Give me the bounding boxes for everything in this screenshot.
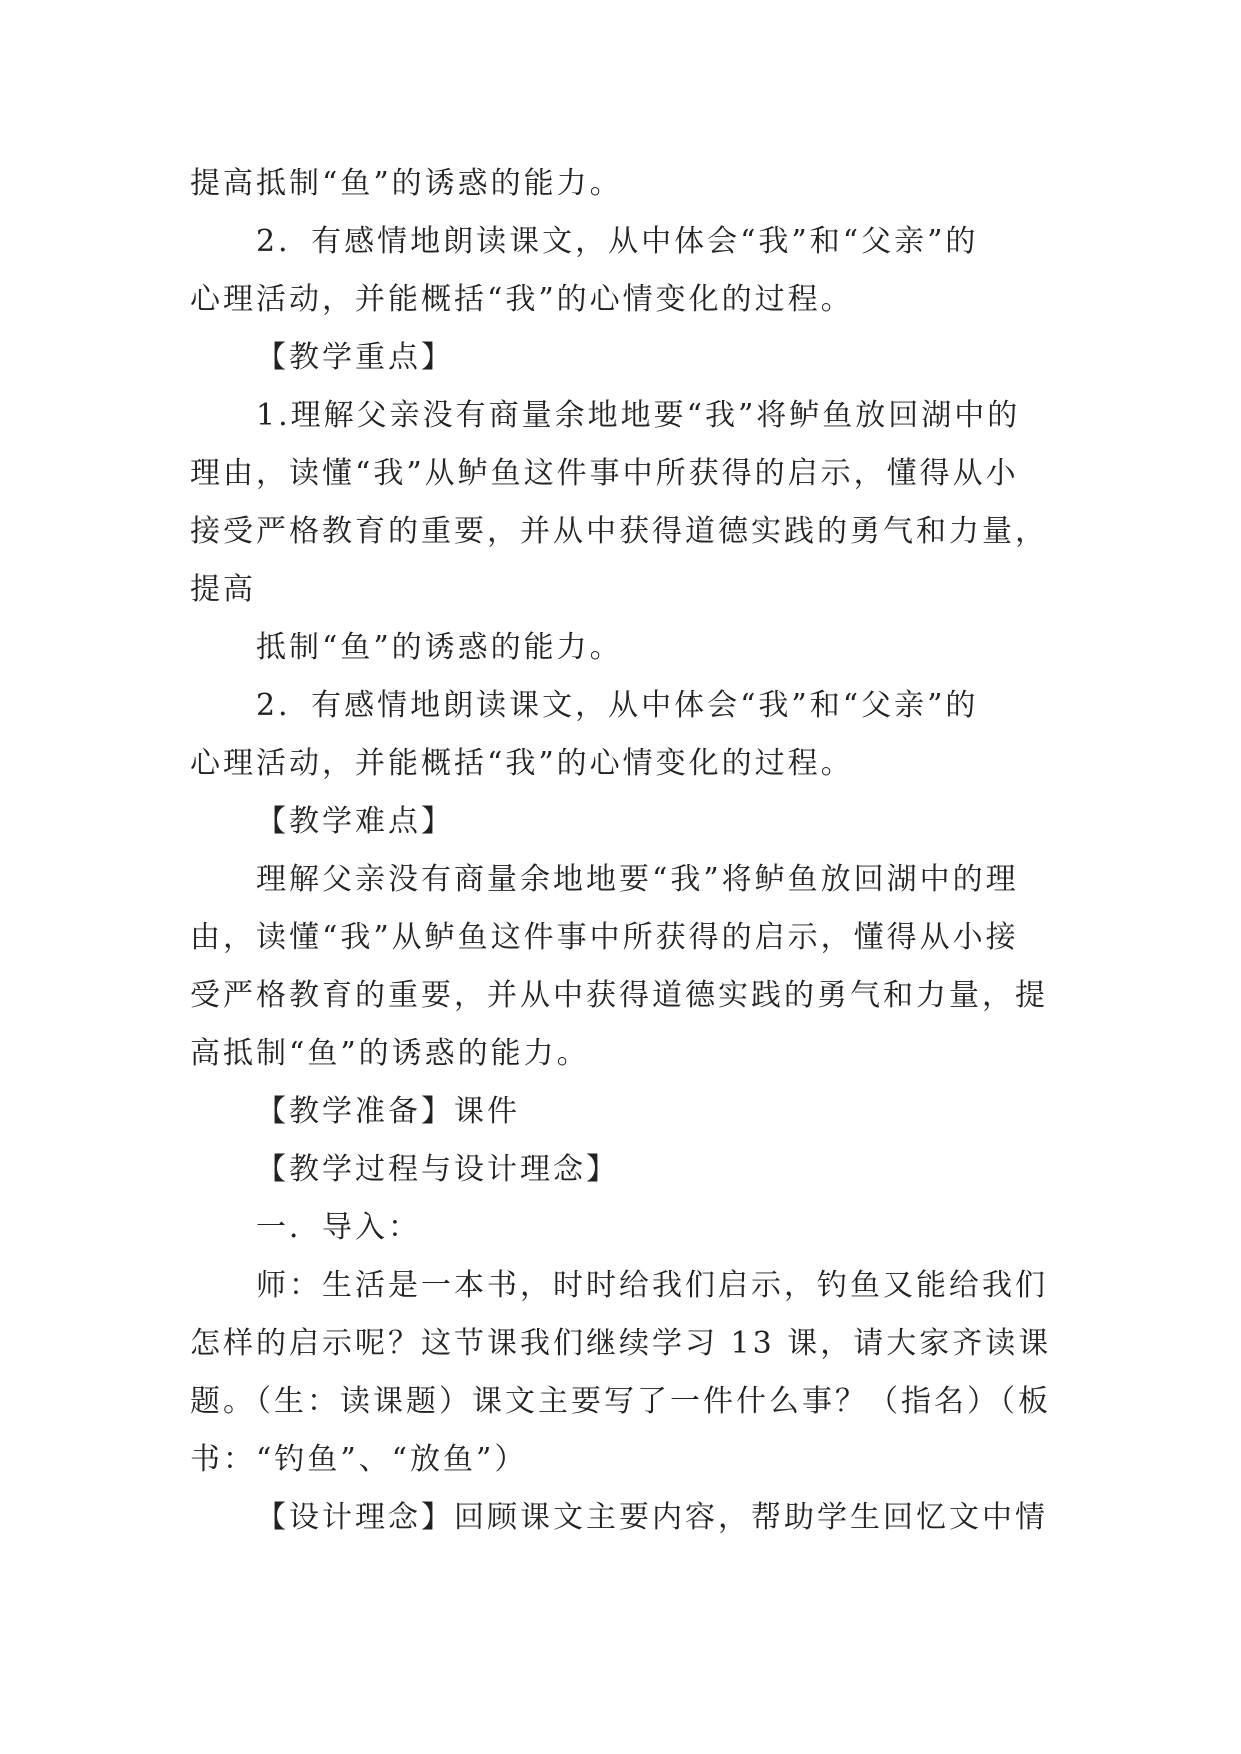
text-line: 理由，读懂“我”从鲈鱼这件事中所获得的启示，懂得从小 xyxy=(190,456,1019,491)
text-line: 提高 xyxy=(190,572,256,607)
section-heading: 【教学重点】 xyxy=(256,340,454,375)
document-body xyxy=(190,155,1050,1547)
text-line: 心理活动，并能概括“我”的心情变化的过程。 xyxy=(190,282,854,317)
text-line: 一．导入： xyxy=(256,1210,421,1245)
text-line: 2．有感情地朗读课文，从中体会“我”和“父亲”的 xyxy=(256,688,979,723)
text-line: 抵制“鱼”的诱惑的能力。 xyxy=(256,630,623,665)
text-line: 由，读懂“我”从鲈鱼这件事中所获得的启示，懂得从小接 xyxy=(190,920,1019,955)
text-line: 1.理解父亲没有商量余地地要“我”将鲈鱼放回湖中的 xyxy=(256,398,1021,433)
text-line: 受严格教育的重要，并从中获得道德实践的勇气和力量，提 xyxy=(190,978,1048,1013)
text-line: 师：生活是一本书，时时给我们启示，钓鱼又能给我们 xyxy=(256,1268,1048,1303)
section-heading: 【教学难点】 xyxy=(256,804,454,839)
text-line: 怎样的启示呢？这节课我们继续学习 13 课，请大家齐读课 xyxy=(190,1326,1052,1361)
text-line: 【设计理念】回顾课文主要内容，帮助学生回忆文中情 xyxy=(256,1500,1048,1535)
text-line: 接受严格教育的重要，并从中获得道德实践的勇气和力量， xyxy=(190,514,1048,549)
text-line: 心理活动，并能概括“我”的心情变化的过程。 xyxy=(190,746,854,781)
text-line: 提高抵制“鱼”的诱惑的能力。 xyxy=(190,166,623,201)
section-heading: 【教学过程与设计理念】 xyxy=(256,1152,619,1187)
text-line: 2．有感情地朗读课文，从中体会“我”和“父亲”的 xyxy=(256,224,979,259)
text-line: 理解父亲没有商量余地地要“我”将鲈鱼放回湖中的理 xyxy=(256,862,1019,897)
text-line: 书：“钓鱼”、“放鱼”） xyxy=(190,1442,528,1477)
text-line: 高抵制“鱼”的诱惑的能力。 xyxy=(190,1036,590,1071)
text-line: 题。（生：读课题）课文主要写了一件什么事？（指名）（板 xyxy=(190,1384,1051,1419)
section-heading: 【教学准备】课件 xyxy=(256,1094,520,1129)
